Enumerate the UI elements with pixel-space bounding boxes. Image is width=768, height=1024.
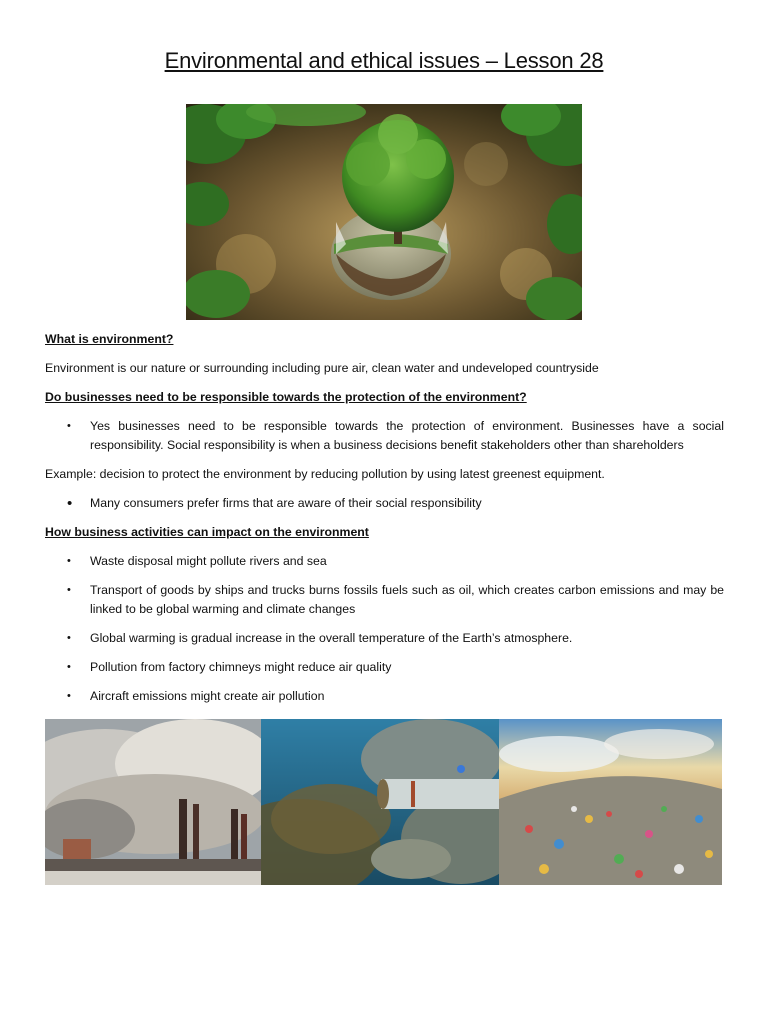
responsibility-list <box>45 417 724 455</box>
impact-list <box>45 552 724 706</box>
list-item: • Aircraft emissions might create air pollution <box>45 687 724 706</box>
list-item: • Many consumers prefer firms that are aware of their social responsibility <box>45 494 724 513</box>
list-item: • Waste disposal might pollute rivers and sea <box>45 552 724 571</box>
section-heading-responsibility: Do businesses need to be responsible towards the protection of the environment? <box>45 390 527 404</box>
list-item: • Global warming is gradual increase in the overall temperature of the Earth’s atmosphere. <box>45 629 724 648</box>
section-heading-environment: What is environment? <box>45 332 174 346</box>
list-item: • Transport of goods by ships and trucks burns fossils fuels such as oil, which creates carbon emissions and may be linked to be global warming and climate changes <box>45 581 724 619</box>
page-title: Environmental and ethical issues – Lesson 28 <box>164 48 604 73</box>
section-heading-impact: How business activities can impact on the environment <box>45 525 369 539</box>
tree-in-sphere-image <box>186 104 582 320</box>
consumer-list <box>45 494 724 513</box>
factory-smoke-image <box>45 719 261 885</box>
list-item: • Pollution from factory chimneys might reduce air quality <box>45 658 724 677</box>
plastic-landfill-image <box>499 719 722 885</box>
pollution-image-strip <box>45 719 722 885</box>
environment-definition: Environment is our nature or surrounding including pure air, clean water and undeveloped countryside <box>45 361 599 375</box>
sewage-pipe-image <box>261 719 499 885</box>
list-item: • Yes businesses need to be responsible towards the protection of environment. Businesses have a social responsibility. Social responsibility is when a business decisions benefit stakeholders other than shareholders <box>45 417 724 455</box>
example-text: Example: decision to protect the environment by reducing pollution by using latest greenest equipment. <box>45 467 605 481</box>
